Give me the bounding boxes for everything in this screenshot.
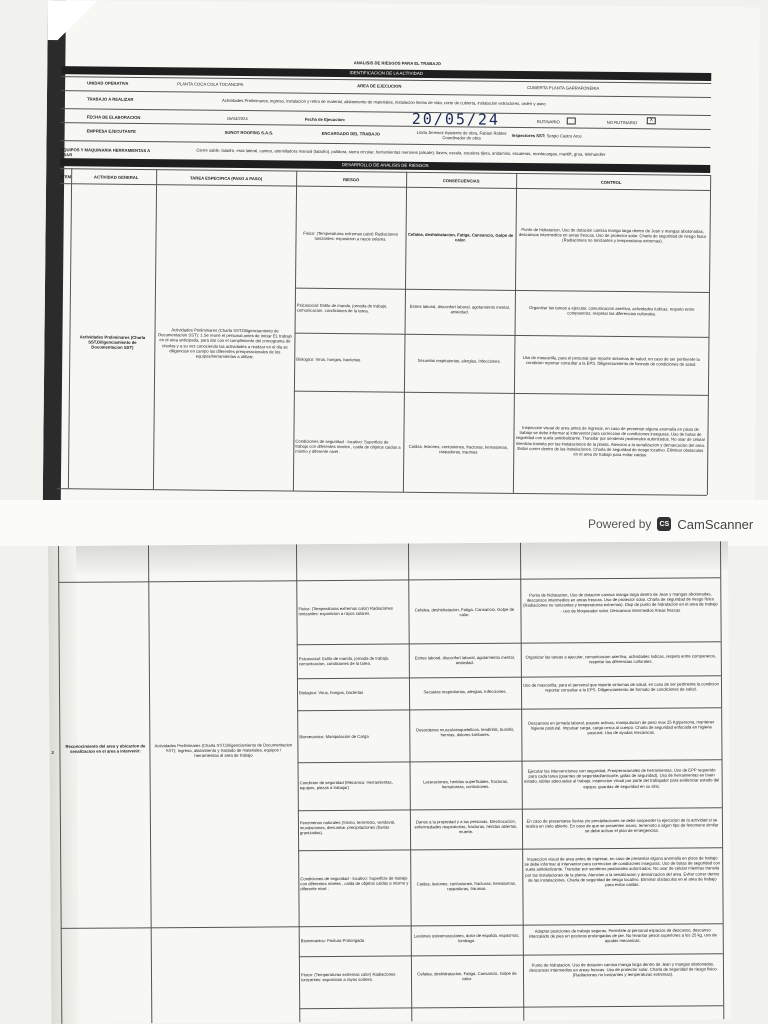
riesgo-cell: Condiciones de seguridad - locativo: Superficie de trabajo con diferentes niveles , caida de objetos caidas a mismo y diferente nivel .: [300, 875, 409, 892]
trabajo-realizar-label: TRABAJO A REALIZAR: [86, 96, 134, 102]
riesgo-cell: Biologico: Virus, hongos, bacterias: [296, 356, 361, 363]
tarea-especifica: Actividades Preliminares (Charla SST,Diligenciamiento de Documentacion SST): 1.Se reune el personal antes de iniciar EL trabajo en el area anticipada, para dar con el cumplimiento del cronograma de charlas y a su vez conociendo las actividades a realizar en el dia se diligencian en campo los diferentes preoperacionales de los equipos/herramientas a utilizar.: [158, 327, 292, 360]
control-cell: Punto de hidratacion, Uso de dotacion camisa manga larga dentro de Jean y mangas abotonadas, descansos intermedios en areas frescas. Uso de protector solar. Charla de seguridad de riesgo fisico (Radiaciones no Ionizantes y temperaturas extremas). Disp de punto de hidratacion en el area de trabajo - uso de bloqueador solar. Descansos intermedios Areas frescas: [523, 591, 718, 614]
control-cell: Punto de hidratacion, Uso de dotacion camisa manga larga dentro de Jean y mangas abotonadas, descansos intermedios en areas frescas. Uso de protector solar. Charla de seguridad de riesgo fisico (Radiaciones no Ionizantes y temperaturas extremas).: [518, 226, 707, 244]
inspectores-label: Inspectores SST:: [511, 132, 546, 139]
control-cell: Organizar las tareas a ejecutar, comunicacion asertiva, actividades ludicas, respeto entre companeros, respetar las diferencias culturales.: [525, 653, 717, 665]
consecuencias-cell: Desordenes musculoesqueleticos, tendinitis, bursitis, hernias, dolores lumbares.: [416, 726, 515, 738]
row-divider: [299, 953, 723, 957]
consecuencias-cell: Cefalea, deshidratacion, Fatiga, Cansancio, Golpe de calor.: [417, 970, 517, 982]
fecha-ejecucion-label: Fecha de Ejecucion:: [304, 116, 346, 123]
consecuencias-cell: Cefalea, deshidratacion, Fatiga, Cansancio, Golpe de calor.: [407, 231, 514, 243]
riesgo-cell: Biologico: Virus, hongos, bacterias: [299, 689, 364, 696]
control-cell: Descansos en jornada laboral, pausas activas, manipulacion de peso max 25 Kg/persona, mantener higiene postural. Impulsar carga, carga cerca al cuerpo. Charla de seguridad enfocada en higiene postural. Uso de ayudas mecanicas.: [528, 719, 715, 736]
unidad-operativa-value: PLANTA COCA COLA TOCANCIPA: [177, 81, 244, 88]
col-header-item: ITEM: [61, 174, 72, 180]
fecha-elaboracion-label: FECHA DE ELABORACION: [86, 114, 141, 120]
consecuencias-cell: Cefalea, deshidratacion, Fatiga, Cansancio, Golpe de calor.: [414, 606, 515, 618]
actividad-general: Reconocimiento del area y ubicacion de senalizacion en el area a intervenir:: [65, 743, 146, 755]
consecuencias-cell: Laceraciones, heridas superficiales, fracturas, hematomas, contusiones.: [423, 778, 509, 790]
item-number: 2: [51, 749, 54, 755]
encargado-trabajo-label: ENCARGADO DEL TRABAJO: [321, 130, 380, 137]
row-divider: [57, 488, 707, 496]
row-divider: [58, 577, 720, 583]
empresa-ejecutante-value: SUNOT ROOFING S.A.S.: [224, 129, 274, 136]
camscanner-logo-icon: CS: [657, 517, 671, 531]
row-divider: [299, 1005, 723, 1009]
rutinario-checkbox: [567, 117, 576, 124]
row-divider: [295, 288, 709, 293]
tarea-especifica: Actividades Preliminares (Charla SST,Diligenciamiento de Documentacion SST): Ingreso, alistamiento y traslado de materiales, equipos / herramientas al area de trabajo: [154, 742, 293, 759]
riesgo-cell: Condiciones de seguridad - locativo: Superficie de trabajo con diferentes niveles , caida de objetos caidas a mismo y diferente nivel .: [295, 438, 401, 455]
control-cell: Organizar las tareas a ejecutar, comunicacion asertiva, actividades ludicas, respeto entre companeros, respetar las diferencias culturales.: [529, 305, 695, 317]
unidad-operativa-label: UNIDAD OPERATIVA: [87, 80, 129, 86]
consecuencias-cell: Secuelas respiratorias, alergias, Infecciones.: [417, 357, 501, 364]
col-header-tarea: TAREA ESPECIFICA (PASO A PASO): [190, 175, 263, 182]
actividad-general: Actividades Preliminares (Charla SST,Diligenciamiento de Documentacion SST): [79, 334, 146, 351]
row-divider: [297, 675, 721, 679]
control-cell: Uso de mascarilla, para el personal que reporte sintomas de salud, en caso de ser pertinente la condicion reportar consultar a la EPS. Diligenciamiento de formato de condiciones de salud.: [522, 681, 719, 693]
equipos-label: EQUIPOS Y MAQUINARIA HERRAMIENTAS A USAR: [60, 147, 151, 158]
row-divider: [298, 759, 722, 763]
row-divider: [295, 333, 709, 338]
col-divider: [148, 545, 152, 1023]
col-divider: [707, 175, 711, 495]
row-divider: [294, 391, 708, 396]
consecuencias-cell: Secuelas respiratorias, alergias, Infecciones.: [423, 688, 507, 695]
camscanner-name: CamScanner: [677, 516, 754, 532]
encargado-trabajo-value: Linda Jimenez Asistente de obra, Fabian Robles Coordinador de obra: [416, 129, 507, 141]
riesgo-cell: Psicosocial: Estilo de mando, jornada de trabajo, comunicacion, condiciones de la tarea.: [296, 302, 388, 314]
row-divider: [298, 847, 722, 851]
area-ejecucion-value: CUBIERTA PLANTA GARRAFONERIA: [527, 85, 600, 91]
no-rutinario-label: NO RUTINARIO: [606, 119, 638, 126]
riesgo-cell: Biomecanico: Postura Prolongada: [300, 937, 365, 944]
col-header-consecuencias: CONSECUENCIAS: [442, 178, 480, 184]
col-header-control: CONTROL: [600, 179, 622, 186]
consecuencias-cell: Estres laboral, disconfort laboral, agotamiento mental, ansiedad.: [409, 303, 510, 315]
empresa-ejecutante-label: EMPRESA EJECUTANTE: [86, 128, 136, 134]
control-cell: En caso de presentarse lluvias y/o precipitaciones se debe suspender la ejecucion de la actividad si se realiza en cielo abierto. En caso de que se presenten sismo, terremoto o algun tipo de fenomeno similar se debe activar el plan de emergencias.: [525, 817, 719, 834]
scanned-page-1: [43, 0, 760, 507]
trabajo-realizar-value: Actividades Preliminares, ingreso, instalacion y retiro de material, alistamiento de materiales, instalacion lineas de vida, corte de cubierta, instalacion extractores, orden y aseo: [221, 97, 546, 107]
consecuencias-cell: Caidas, lesiones, contusiones, fracturas, hematomas, raspaduras, traumas: [408, 443, 509, 455]
consecuencias-cell: Estres laboral, disconfort laboral, agotamiento mental, ansiedad.: [414, 654, 515, 666]
control-cell: Ejecutar las intervenciones con seguridad, Preoperacionales de herramientas, Uso de EPP requerido para cada tarea (guantes de seguridad/anticorte, gafas de seguridad), Uso de herramientas en buen estado, tablas adecuadas al trabajo, inspeccion visual por parte del trabajador para evidenciar estado del equipo, guardas de seguridad en su sitio.: [524, 767, 720, 789]
row-divider: [297, 707, 721, 711]
scan-edge-shadow: [43, 0, 66, 500]
consecuencias-cell: Danos a la propiedad y a las personas. Electrocucion, enfermedades respiratorias, fracturas, heridas abiertas, muerte.: [414, 818, 518, 835]
document-title: ANALISIS DE RIESGOS PARA EL TRABAJO: [353, 60, 441, 67]
control-cell: Uso de mascarilla, para el personal que reporte sintomas de salud, en caso de ser pertinente la condicion reportar consultar a la EPS. Diligenciamiento de formato de condiciones de salud.: [522, 354, 700, 368]
rutinario-label: RUTINARIO: [536, 119, 560, 125]
col-divider: [68, 168, 72, 488]
col-divider: [720, 541, 724, 1019]
riesgo-cell: Condicion de seguridad (Mecanico: Herramientas, equipos, piezas a trabajar): [299, 779, 393, 791]
area-ejecucion-label: AREA DE EJECUCION: [357, 83, 402, 89]
page-corner-fold: [48, 0, 108, 41]
camscanner-watermark: [588, 512, 753, 536]
scan-shadow-left: [48, 546, 79, 1024]
col-header-actividad: ACTIVIDAD GENERAL: [93, 174, 139, 180]
section-header-desarrollo: DESARROLLO DE ANALISIS DE RIESGOS: [60, 158, 710, 173]
control-cell: Punto de hidratacion, Uso de dotacion camisa manga larga dentro de Jean y mangas abotonadas, descansos intermedios en areas frescas. Uso de protector solar. Charla de seguridad de riesgo fisico (Radiaciones no Ionizantes y temperaturas extremas).: [529, 961, 717, 978]
row-divider: [298, 807, 722, 811]
riesgo-cell: Biomecanico: Manipulacion de Carga: [299, 733, 369, 740]
riesgo-cell: Fisico: (Temperaturas extremas calor) Radiaciones Ionizantes: exposicion a rayos solares.: [300, 971, 396, 983]
equipos-value: Cierre sable, taladro, eras lateral, canteo, atornilladora manual (taladro), pulidora, sierra circular, herramientas menores (alicate), llaves, escala, escalera tijera, andamios, escaleras, montacargas, manlift, grua, telehandler: [196, 147, 606, 157]
item-number: 1: [58, 344, 61, 350]
fecha-ejecucion-handwritten: 20/05/24: [411, 109, 501, 129]
fecha-elaboracion-value: 16/04/2024: [226, 115, 248, 122]
row-divider: [297, 641, 721, 645]
riesgo-cell: Psicosocial: Estilo de mando, jornada de trabajo, comunicacion, condiciones de la tarea.: [298, 655, 390, 667]
control-cell: Adoptar posiciones de trabajo seguras. Permitirle al personal espacios de descanso, descanso intercalado de pies en posturas prolongadas de pie. No levantar pesos superiores a los 25 kg, uso de ayudas mecanicas.: [528, 927, 717, 944]
control-cell: Inspeccion visual de area antes de ingresar, en caso de presentar alguna anomalia en pisos de trabajo se debe informar al interventor para correccion de condiciones inseguras. Uso de botas de seguridad con suela antideslizante. Transitar por senderos peatonales autorizados. No usar de celular mientras transita por las instalaciones de la planta. Atencion a la senalizacion y demarcacion del area. Evitar correr dentro de las instalaciones. Charla de seguridad de riesgo locativo. Eliminar obstaculos en el area de trabajo para evitar caidas.: [524, 855, 721, 888]
powered-by-text: Powered by: [588, 517, 652, 531]
control-cell: Inspeccion visual de area antes de ingresar, en caso de presentar alguna anomalia en pisos de trabajo se debe informar al interventor para correccion de condiciones inseguras. Uso de botas de seguridad con suela antideslizante. Transitar por senderos peatonales autorizados. No usar de celular mientras transita por las instalaciones de la planta. Atencion a la senalizacion y demarcacion del area. Evitar correr dentro de las instalaciones. Charla de seguridad de riesgo locativo. Eliminar obstaculos en el area de trabajo para evitar caidas.: [515, 424, 706, 458]
consecuencias-cell: Lesiones osteomusculares, dolor de espalda, espasmos, lumbago.: [413, 932, 520, 944]
col-header-riesgo: RIESGO: [342, 177, 360, 183]
riesgo-cell: Fenomenos naturales (Sismo, terremoto, vendaval, inundaciones, derrumbe, precipitaciones (lluvias granizadas).: [299, 819, 396, 836]
riesgo-cell: Fisico: (Temperaturas extremas calor) Radiaciones Ionizantes: exposicion a rayos solares.: [298, 605, 393, 617]
row-divider: [61, 140, 711, 148]
consecuencias-cell: Caidas, lesiones, contusiones, fracturas, hematomas, raspaduras, traumas: [416, 880, 517, 892]
riesgo-cell: Fisico: (Temperaturas extremas calor) Radiaciones Ionizantes: exposicion a rayos solares.: [303, 230, 398, 242]
scanned-page-2: [48, 541, 731, 1024]
section-header-identificacion: IDENTIFICACION DE LA ACTIVIDAD: [61, 66, 711, 81]
inspectores-value: Sergio Castro Arce: [546, 133, 582, 139]
no-rutinario-checkbox: X: [647, 117, 656, 124]
scan-shadow-top: [48, 541, 728, 574]
